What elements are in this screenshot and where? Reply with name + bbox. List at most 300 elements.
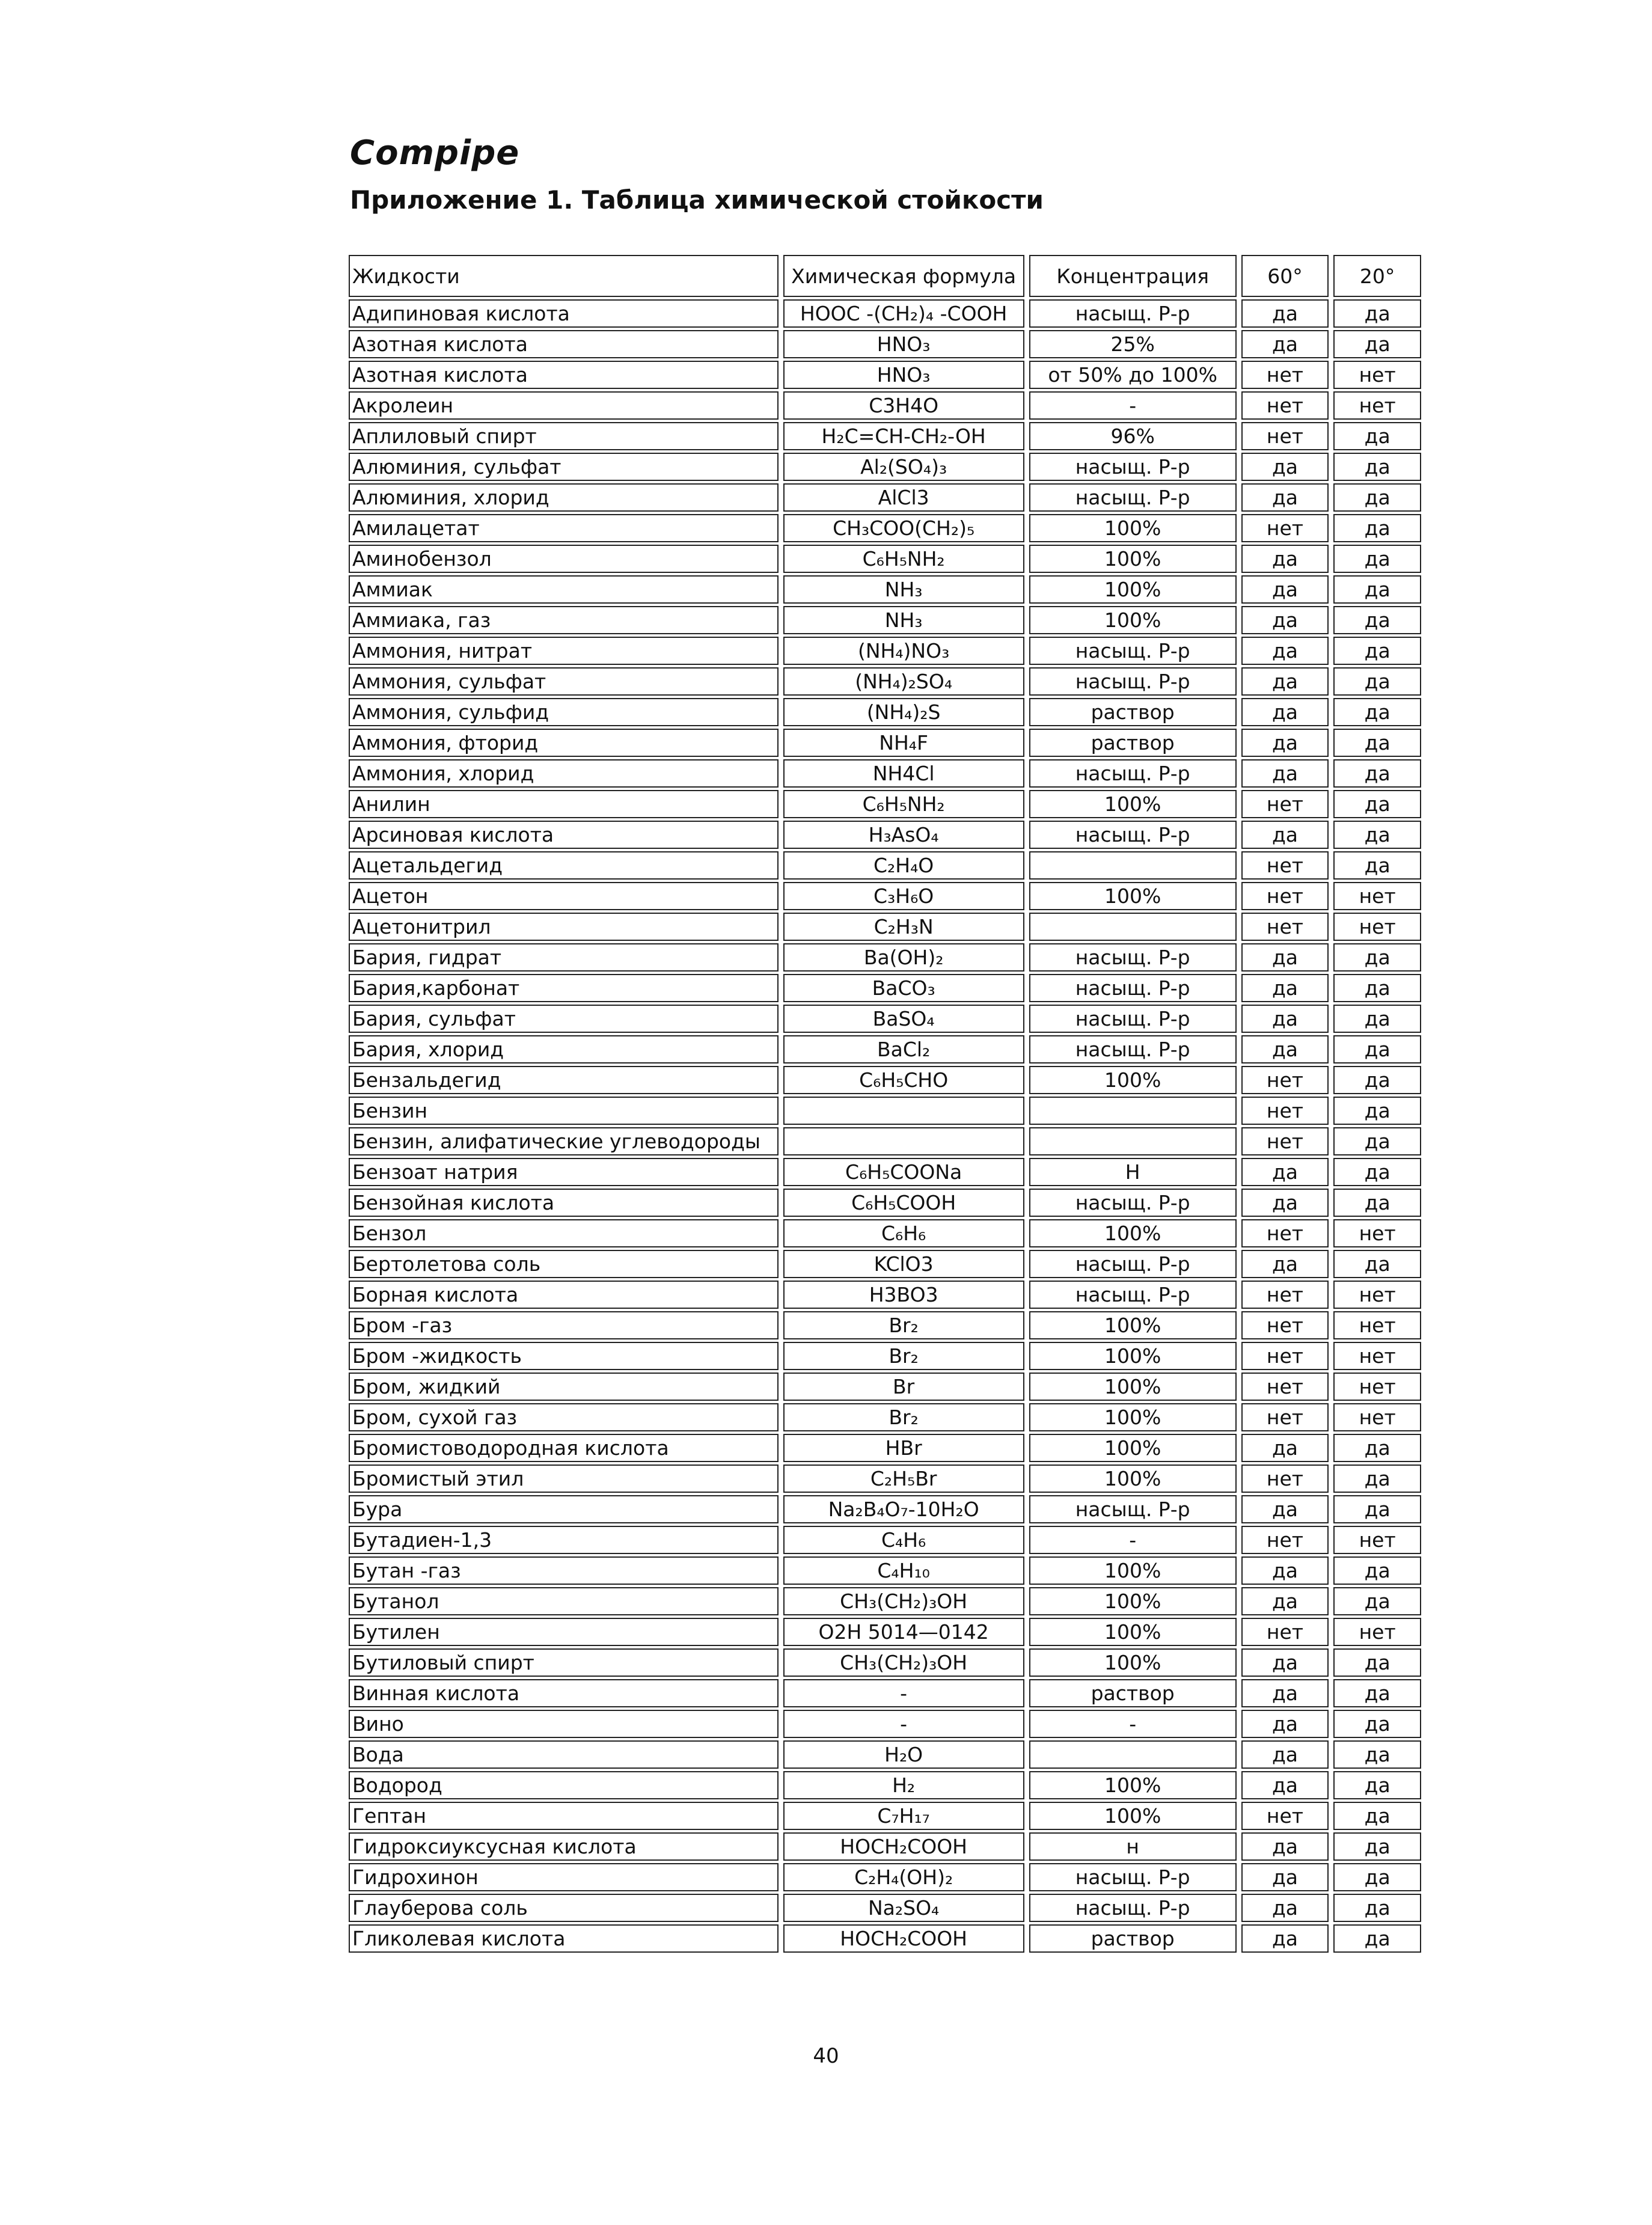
cell-resistance-20: нет bbox=[1333, 361, 1421, 389]
cell-formula: C₇H₁₇ bbox=[783, 1802, 1024, 1830]
table-row bbox=[349, 698, 1421, 726]
cell-resistance-20: да bbox=[1333, 1679, 1421, 1707]
table-row bbox=[349, 299, 1421, 328]
cell-liquid: Глауберова соль bbox=[349, 1894, 779, 1922]
cell-formula: HBr bbox=[783, 1434, 1024, 1462]
cell-resistance-20: да bbox=[1333, 759, 1421, 788]
cell-liquid: Бутанол bbox=[349, 1587, 779, 1615]
cell-concentration: раствор bbox=[1029, 698, 1237, 726]
cell-resistance-60: да bbox=[1241, 821, 1329, 849]
header-temp-60: 60° bbox=[1241, 255, 1329, 297]
cell-liquid: Аммония, сульфат bbox=[349, 667, 779, 696]
cell-resistance-20: да bbox=[1333, 299, 1421, 328]
cell-formula: H3BO3 bbox=[783, 1281, 1024, 1309]
table-row bbox=[349, 882, 1421, 910]
cell-resistance-60: да bbox=[1241, 483, 1329, 512]
cell-resistance-20: нет bbox=[1333, 1281, 1421, 1309]
cell-concentration: 100% bbox=[1029, 882, 1237, 910]
table-row bbox=[349, 729, 1421, 757]
cell-liquid: Анилин bbox=[349, 790, 779, 818]
cell-resistance-20: да bbox=[1333, 453, 1421, 481]
cell-resistance-60: да bbox=[1241, 1863, 1329, 1891]
table-row bbox=[349, 1556, 1421, 1585]
cell-resistance-60: да bbox=[1241, 1434, 1329, 1462]
cell-resistance-60: да bbox=[1241, 1250, 1329, 1278]
cell-formula: C3H4O bbox=[783, 391, 1024, 420]
cell-liquid: Гликолевая кислота bbox=[349, 1924, 779, 1953]
cell-liquid: Аммония, фторид bbox=[349, 729, 779, 757]
cell-concentration: насыщ. Р-р bbox=[1029, 1863, 1237, 1891]
cell-formula: Br bbox=[783, 1373, 1024, 1401]
cell-resistance-20: да bbox=[1333, 545, 1421, 573]
table-row bbox=[349, 1648, 1421, 1677]
cell-concentration: 100% bbox=[1029, 514, 1237, 542]
table-row bbox=[349, 790, 1421, 818]
cell-concentration: 100% bbox=[1029, 1587, 1237, 1615]
cell-resistance-60: нет bbox=[1241, 1802, 1329, 1830]
cell-concentration bbox=[1029, 1127, 1237, 1155]
cell-formula: C₆H₅NH₂ bbox=[783, 790, 1024, 818]
cell-resistance-60: да bbox=[1241, 1035, 1329, 1064]
cell-concentration: насыщ. Р-р bbox=[1029, 1189, 1237, 1217]
cell-liquid: Ацетальдегид bbox=[349, 851, 779, 880]
cell-resistance-60: да bbox=[1241, 1189, 1329, 1217]
cell-liquid: Аммиака, газ bbox=[349, 606, 779, 634]
cell-concentration: 100% bbox=[1029, 1342, 1237, 1370]
cell-liquid: Бензальдегид bbox=[349, 1066, 779, 1094]
cell-formula: (NH₄)₂SO₄ bbox=[783, 667, 1024, 696]
cell-resistance-60: да bbox=[1241, 1710, 1329, 1738]
brand-logo-text: Compipe bbox=[350, 133, 520, 173]
cell-formula: HOCH₂COOH bbox=[783, 1832, 1024, 1861]
table-row bbox=[349, 361, 1421, 389]
cell-resistance-20: да bbox=[1333, 1740, 1421, 1769]
cell-formula: BaSO₄ bbox=[783, 1005, 1024, 1033]
cell-formula: BaCO₃ bbox=[783, 974, 1024, 1002]
cell-resistance-20: нет bbox=[1333, 391, 1421, 420]
cell-resistance-60: нет bbox=[1241, 361, 1329, 389]
cell-resistance-60: нет bbox=[1241, 1618, 1329, 1646]
cell-concentration: 100% bbox=[1029, 575, 1237, 604]
table-row bbox=[349, 1066, 1421, 1094]
cell-resistance-20: да bbox=[1333, 514, 1421, 542]
cell-resistance-20: нет bbox=[1333, 1403, 1421, 1431]
cell-liquid: Ацетон bbox=[349, 882, 779, 910]
cell-liquid: Бензол bbox=[349, 1219, 779, 1247]
table-row bbox=[349, 1250, 1421, 1278]
table-row bbox=[349, 1158, 1421, 1186]
cell-concentration: 100% bbox=[1029, 606, 1237, 634]
cell-liquid: Бром, сухой газ bbox=[349, 1403, 779, 1431]
cell-concentration: 100% bbox=[1029, 1556, 1237, 1585]
cell-resistance-20: да bbox=[1333, 1097, 1421, 1125]
cell-concentration: 100% bbox=[1029, 1802, 1237, 1830]
table-row bbox=[349, 1403, 1421, 1431]
cell-formula: Br₂ bbox=[783, 1342, 1024, 1370]
cell-formula: H₂O bbox=[783, 1740, 1024, 1769]
table-row bbox=[349, 913, 1421, 941]
cell-resistance-60: да bbox=[1241, 759, 1329, 788]
table-row bbox=[349, 483, 1421, 512]
cell-resistance-20: да bbox=[1333, 1924, 1421, 1953]
cell-liquid: Бром, жидкий bbox=[349, 1373, 779, 1401]
cell-formula: Na₂B₄O₇-10H₂O bbox=[783, 1495, 1024, 1523]
table-row bbox=[349, 1281, 1421, 1309]
cell-resistance-60: да bbox=[1241, 974, 1329, 1002]
cell-resistance-20: нет bbox=[1333, 1219, 1421, 1247]
cell-liquid: Алюминия, хлорид bbox=[349, 483, 779, 512]
cell-formula: C₂H₅Br bbox=[783, 1464, 1024, 1493]
cell-resistance-60: нет bbox=[1241, 851, 1329, 880]
cell-formula: C₂H₃N bbox=[783, 913, 1024, 941]
cell-resistance-60: нет bbox=[1241, 882, 1329, 910]
cell-resistance-20: да bbox=[1333, 1005, 1421, 1033]
cell-formula: C₃H₆O bbox=[783, 882, 1024, 910]
cell-liquid: Вино bbox=[349, 1710, 779, 1738]
cell-resistance-60: да bbox=[1241, 1924, 1329, 1953]
cell-resistance-20: да bbox=[1333, 1894, 1421, 1922]
cell-resistance-60: да bbox=[1241, 1679, 1329, 1707]
cell-resistance-20: да bbox=[1333, 943, 1421, 972]
cell-concentration: 100% bbox=[1029, 1464, 1237, 1493]
cell-liquid: Аммиак bbox=[349, 575, 779, 604]
cell-resistance-60: да bbox=[1241, 1771, 1329, 1799]
cell-resistance-20: да bbox=[1333, 1066, 1421, 1094]
cell-formula bbox=[783, 1127, 1024, 1155]
table-row bbox=[349, 1464, 1421, 1493]
cell-concentration: 100% bbox=[1029, 790, 1237, 818]
cell-liquid: Аплиловый спирт bbox=[349, 422, 779, 450]
cell-liquid: Бензин, алифатические углеводороды bbox=[349, 1127, 779, 1155]
table-row bbox=[349, 1434, 1421, 1462]
cell-resistance-20: да bbox=[1333, 698, 1421, 726]
page-number: 40 bbox=[813, 2044, 839, 2068]
cell-resistance-60: нет bbox=[1241, 391, 1329, 420]
table-row bbox=[349, 1097, 1421, 1125]
cell-resistance-60: нет bbox=[1241, 1066, 1329, 1094]
table-row bbox=[349, 606, 1421, 634]
cell-concentration: насыщ. Р-р bbox=[1029, 453, 1237, 481]
cell-resistance-60: да bbox=[1241, 1587, 1329, 1615]
cell-resistance-20: да bbox=[1333, 1464, 1421, 1493]
table-row bbox=[349, 1863, 1421, 1891]
cell-resistance-60: да bbox=[1241, 943, 1329, 972]
cell-concentration: 96% bbox=[1029, 422, 1237, 450]
cell-liquid: Аммония, нитрат bbox=[349, 637, 779, 665]
cell-formula: NH4Cl bbox=[783, 759, 1024, 788]
cell-liquid: Водород bbox=[349, 1771, 779, 1799]
table-row bbox=[349, 759, 1421, 788]
cell-liquid: Аминобензол bbox=[349, 545, 779, 573]
cell-formula: Al₂(SO₄)₃ bbox=[783, 453, 1024, 481]
cell-resistance-60: да bbox=[1241, 299, 1329, 328]
cell-concentration: насыщ. Р-р bbox=[1029, 1250, 1237, 1278]
cell-formula: C₂H₄(OH)₂ bbox=[783, 1863, 1024, 1891]
header-formula: Химическая формула bbox=[783, 255, 1024, 297]
cell-concentration: насыщ. Р-р bbox=[1029, 1894, 1237, 1922]
cell-formula: NH₃ bbox=[783, 606, 1024, 634]
cell-concentration bbox=[1029, 1740, 1237, 1769]
cell-liquid: Гептан bbox=[349, 1802, 779, 1830]
cell-concentration: н bbox=[1029, 1832, 1237, 1861]
table-row bbox=[349, 1618, 1421, 1646]
cell-formula: C₆H₅COONa bbox=[783, 1158, 1024, 1186]
cell-formula: H₂ bbox=[783, 1771, 1024, 1799]
cell-liquid: Бутилен bbox=[349, 1618, 779, 1646]
cell-concentration: насыщ. Р-р bbox=[1029, 299, 1237, 328]
cell-resistance-60: да bbox=[1241, 698, 1329, 726]
cell-formula: Na₂SO₄ bbox=[783, 1894, 1024, 1922]
cell-concentration: насыщ. Р-р bbox=[1029, 637, 1237, 665]
cell-resistance-60: да bbox=[1241, 1648, 1329, 1677]
cell-formula: HNO₃ bbox=[783, 330, 1024, 358]
cell-formula: Br₂ bbox=[783, 1403, 1024, 1431]
cell-liquid: Ацетонитрил bbox=[349, 913, 779, 941]
cell-concentration: 100% bbox=[1029, 1373, 1237, 1401]
cell-formula: KClO3 bbox=[783, 1250, 1024, 1278]
cell-resistance-20: нет bbox=[1333, 1373, 1421, 1401]
table-row bbox=[349, 667, 1421, 696]
cell-liquid: Арсиновая кислота bbox=[349, 821, 779, 849]
cell-resistance-20: да bbox=[1333, 330, 1421, 358]
cell-resistance-20: да bbox=[1333, 729, 1421, 757]
cell-resistance-20: нет bbox=[1333, 882, 1421, 910]
cell-resistance-20: да bbox=[1333, 1802, 1421, 1830]
table-row bbox=[349, 1311, 1421, 1339]
cell-formula: AlCl3 bbox=[783, 483, 1024, 512]
cell-concentration: насыщ. Р-р bbox=[1029, 1005, 1237, 1033]
header-liquids: Жидкости bbox=[349, 255, 779, 297]
cell-concentration: раствор bbox=[1029, 1679, 1237, 1707]
cell-resistance-20: да bbox=[1333, 606, 1421, 634]
cell-concentration: 100% bbox=[1029, 1403, 1237, 1431]
cell-resistance-20: да bbox=[1333, 1158, 1421, 1186]
table-row bbox=[349, 330, 1421, 358]
cell-formula: CH₃(CH₂)₃OH bbox=[783, 1648, 1024, 1677]
cell-concentration: раствор bbox=[1029, 1924, 1237, 1953]
cell-formula: NH₃ bbox=[783, 575, 1024, 604]
cell-liquid: Амилацетат bbox=[349, 514, 779, 542]
cell-liquid: Бензин bbox=[349, 1097, 779, 1125]
header-temp-20: 20° bbox=[1333, 255, 1421, 297]
cell-liquid: Винная кислота bbox=[349, 1679, 779, 1707]
cell-resistance-20: да bbox=[1333, 1189, 1421, 1217]
cell-resistance-60: нет bbox=[1241, 913, 1329, 941]
chemical-resistance-table bbox=[344, 252, 1426, 1955]
cell-liquid: Бутан -газ bbox=[349, 1556, 779, 1585]
cell-liquid: Бромистоводородная кислота bbox=[349, 1434, 779, 1462]
cell-concentration: насыщ. Р-р bbox=[1029, 759, 1237, 788]
cell-concentration: от 50% до 100% bbox=[1029, 361, 1237, 389]
cell-resistance-60: да bbox=[1241, 575, 1329, 604]
table-row bbox=[349, 821, 1421, 849]
cell-resistance-20: нет bbox=[1333, 1342, 1421, 1370]
table-row bbox=[349, 1894, 1421, 1922]
cell-resistance-20: да bbox=[1333, 1127, 1421, 1155]
table-row bbox=[349, 1127, 1421, 1155]
table-row bbox=[349, 1189, 1421, 1217]
cell-resistance-20: да bbox=[1333, 790, 1421, 818]
cell-liquid: Гидрохинон bbox=[349, 1863, 779, 1891]
cell-resistance-60: нет bbox=[1241, 1097, 1329, 1125]
cell-concentration: - bbox=[1029, 1710, 1237, 1738]
cell-liquid: Бромистый этил bbox=[349, 1464, 779, 1493]
cell-resistance-20: да bbox=[1333, 483, 1421, 512]
cell-liquid: Бария, гидрат bbox=[349, 943, 779, 972]
cell-resistance-20: да bbox=[1333, 974, 1421, 1002]
table-row bbox=[349, 1342, 1421, 1370]
cell-concentration: 100% bbox=[1029, 1648, 1237, 1677]
cell-resistance-20: да bbox=[1333, 1556, 1421, 1585]
cell-resistance-20: да bbox=[1333, 575, 1421, 604]
cell-resistance-20: да bbox=[1333, 1587, 1421, 1615]
cell-formula: (NH₄)NO₃ bbox=[783, 637, 1024, 665]
cell-resistance-20: да bbox=[1333, 1250, 1421, 1278]
cell-resistance-60: нет bbox=[1241, 1464, 1329, 1493]
cell-liquid: Бензоат натрия bbox=[349, 1158, 779, 1186]
cell-resistance-20: да bbox=[1333, 1710, 1421, 1738]
table-row bbox=[349, 422, 1421, 450]
cell-liquid: Бария,карбонат bbox=[349, 974, 779, 1002]
cell-liquid: Аммония, хлорид bbox=[349, 759, 779, 788]
cell-resistance-20: да bbox=[1333, 1035, 1421, 1064]
cell-resistance-60: нет bbox=[1241, 1219, 1329, 1247]
cell-formula: O2H 5014—0142 bbox=[783, 1618, 1024, 1646]
table-row bbox=[349, 943, 1421, 972]
cell-liquid: Азотная кислота bbox=[349, 330, 779, 358]
cell-liquid: Бром -газ bbox=[349, 1311, 779, 1339]
cell-concentration: насыщ. Р-р bbox=[1029, 974, 1237, 1002]
cell-concentration: 100% bbox=[1029, 1771, 1237, 1799]
table-row bbox=[349, 514, 1421, 542]
table-header-row bbox=[349, 255, 1421, 297]
table-row bbox=[349, 1219, 1421, 1247]
cell-liquid: Бертолетова соль bbox=[349, 1250, 779, 1278]
table-row bbox=[349, 1710, 1421, 1738]
cell-concentration: насыщ. Р-р bbox=[1029, 1035, 1237, 1064]
page-heading: Приложение 1. Таблица химической стойкости bbox=[350, 185, 1044, 215]
cell-formula: C₆H₆ bbox=[783, 1219, 1024, 1247]
cell-liquid: Вода bbox=[349, 1740, 779, 1769]
cell-resistance-60: да bbox=[1241, 1832, 1329, 1861]
cell-formula: C₆H₅COOH bbox=[783, 1189, 1024, 1217]
table-row bbox=[349, 1679, 1421, 1707]
cell-concentration: насыщ. Р-р bbox=[1029, 1495, 1237, 1523]
cell-liquid: Бария, сульфат bbox=[349, 1005, 779, 1033]
cell-formula: HNO₃ bbox=[783, 361, 1024, 389]
cell-formula: Br₂ bbox=[783, 1311, 1024, 1339]
cell-resistance-60: да bbox=[1241, 1894, 1329, 1922]
cell-resistance-60: да bbox=[1241, 545, 1329, 573]
cell-concentration: насыщ. Р-р bbox=[1029, 667, 1237, 696]
cell-resistance-60: да bbox=[1241, 667, 1329, 696]
cell-formula: C₄H₆ bbox=[783, 1526, 1024, 1554]
cell-concentration bbox=[1029, 913, 1237, 941]
cell-formula: H₂C=CH-CH₂-OH bbox=[783, 422, 1024, 450]
table-row bbox=[349, 1526, 1421, 1554]
table-row bbox=[349, 1495, 1421, 1523]
table-body bbox=[349, 299, 1421, 1953]
table-row bbox=[349, 1924, 1421, 1953]
cell-resistance-20: да bbox=[1333, 1495, 1421, 1523]
cell-resistance-60: нет bbox=[1241, 790, 1329, 818]
cell-formula: C₆H₅NH₂ bbox=[783, 545, 1024, 573]
header-concentration: Концентрация bbox=[1029, 255, 1237, 297]
cell-resistance-20: да bbox=[1333, 1434, 1421, 1462]
cell-concentration: - bbox=[1029, 1526, 1237, 1554]
cell-liquid: Борная кислота bbox=[349, 1281, 779, 1309]
cell-concentration: 100% bbox=[1029, 1618, 1237, 1646]
cell-liquid: Бензойная кислота bbox=[349, 1189, 779, 1217]
cell-formula: HOCH₂COOH bbox=[783, 1924, 1024, 1953]
cell-liquid: Акролеин bbox=[349, 391, 779, 420]
cell-concentration: Н bbox=[1029, 1158, 1237, 1186]
cell-resistance-60: да bbox=[1241, 606, 1329, 634]
cell-liquid: Бура bbox=[349, 1495, 779, 1523]
cell-resistance-20: да bbox=[1333, 422, 1421, 450]
cell-resistance-20: да bbox=[1333, 1648, 1421, 1677]
table-row bbox=[349, 1035, 1421, 1064]
table-row bbox=[349, 1832, 1421, 1861]
cell-resistance-60: нет bbox=[1241, 422, 1329, 450]
cell-concentration: 100% bbox=[1029, 1066, 1237, 1094]
cell-liquid: Бутиловый спирт bbox=[349, 1648, 779, 1677]
cell-resistance-60: да bbox=[1241, 637, 1329, 665]
cell-concentration bbox=[1029, 851, 1237, 880]
table-row bbox=[349, 545, 1421, 573]
cell-resistance-60: нет bbox=[1241, 1311, 1329, 1339]
cell-resistance-20: да bbox=[1333, 1832, 1421, 1861]
cell-concentration: 100% bbox=[1029, 1311, 1237, 1339]
cell-formula: - bbox=[783, 1679, 1024, 1707]
cell-resistance-20: нет bbox=[1333, 1526, 1421, 1554]
table-row bbox=[349, 1373, 1421, 1401]
table-row bbox=[349, 974, 1421, 1002]
cell-formula: (NH₄)₂S bbox=[783, 698, 1024, 726]
cell-formula: - bbox=[783, 1710, 1024, 1738]
cell-resistance-60: да bbox=[1241, 729, 1329, 757]
table-row bbox=[349, 851, 1421, 880]
cell-formula: NH₄F bbox=[783, 729, 1024, 757]
table-row bbox=[349, 1587, 1421, 1615]
cell-concentration: насыщ. Р-р bbox=[1029, 483, 1237, 512]
cell-formula: CH₃COO(CH₂)₅ bbox=[783, 514, 1024, 542]
cell-concentration: 100% bbox=[1029, 1434, 1237, 1462]
cell-liquid: Бром -жидкость bbox=[349, 1342, 779, 1370]
cell-formula: H₃AsO₄ bbox=[783, 821, 1024, 849]
cell-resistance-60: нет bbox=[1241, 1526, 1329, 1554]
table-row bbox=[349, 637, 1421, 665]
cell-formula bbox=[783, 1097, 1024, 1125]
cell-concentration: раствор bbox=[1029, 729, 1237, 757]
cell-resistance-20: нет bbox=[1333, 1311, 1421, 1339]
cell-resistance-20: нет bbox=[1333, 1618, 1421, 1646]
cell-concentration: 25% bbox=[1029, 330, 1237, 358]
cell-resistance-20: да bbox=[1333, 821, 1421, 849]
table-row bbox=[349, 391, 1421, 420]
table-row bbox=[349, 575, 1421, 604]
cell-resistance-60: да bbox=[1241, 1556, 1329, 1585]
cell-liquid: Бутадиен-1,3 bbox=[349, 1526, 779, 1554]
cell-resistance-20: да bbox=[1333, 851, 1421, 880]
table-row bbox=[349, 1802, 1421, 1830]
cell-formula: BaCl₂ bbox=[783, 1035, 1024, 1064]
cell-resistance-60: да bbox=[1241, 1158, 1329, 1186]
cell-concentration: насыщ. Р-р bbox=[1029, 821, 1237, 849]
cell-concentration: - bbox=[1029, 391, 1237, 420]
cell-liquid: Алюминия, сульфат bbox=[349, 453, 779, 481]
cell-formula: C₄H₁₀ bbox=[783, 1556, 1024, 1585]
